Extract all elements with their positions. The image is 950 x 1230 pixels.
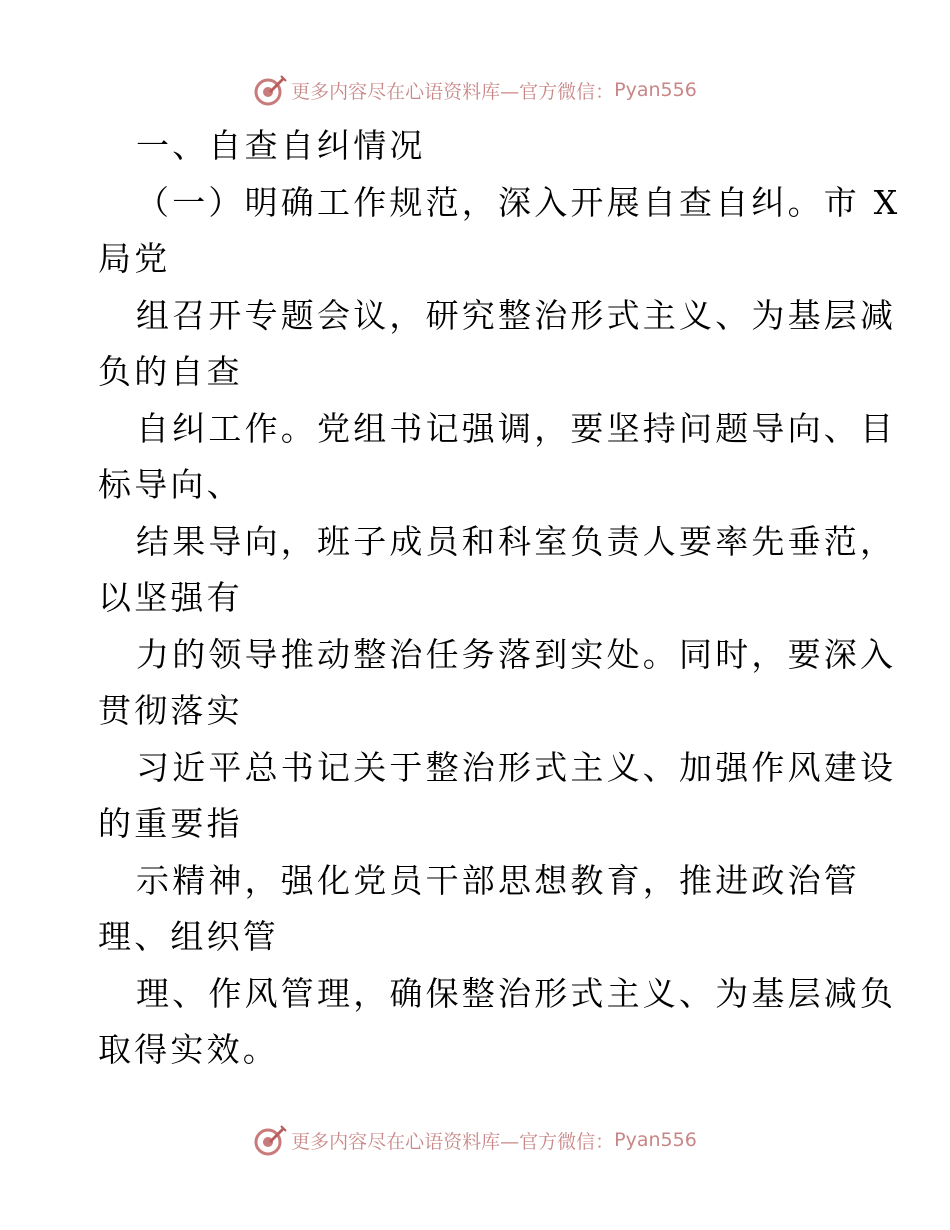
paragraph-line: 理、组织管 <box>98 917 279 956</box>
paragraph-line: 取得实效。 <box>98 1030 279 1069</box>
document-body <box>98 118 901 1079</box>
paragraph-line: 局党 <box>98 239 171 278</box>
paragraph-line: 结果导向，班子成员和科室负责人要率先垂范， <box>136 521 897 561</box>
paragraph-line: 自纠工作。党组书记强调，要坚持问题导向、目 <box>136 408 897 448</box>
footer-watermark <box>0 1120 950 1160</box>
paragraph-line: 示精神，强化党员干部思想教育，推进政治管 <box>136 860 860 900</box>
paragraph-line: （一）明确工作规范，深入开展自查自纠。市 X <box>136 182 901 222</box>
paragraph-line: 贯彻落实 <box>98 691 243 730</box>
paragraph-line: 以坚强有 <box>98 578 243 617</box>
paragraph-line: 的重要指 <box>98 804 243 843</box>
paragraph-line: 组召开专题会议，研究整治形式主义、为基层减 <box>136 295 897 335</box>
paragraph-line: 力的领导推动整治任务落到实处。同时，要深入 <box>136 634 897 674</box>
section-heading: 一、自查自纠情况 <box>136 126 426 165</box>
pen-logo-icon <box>253 1123 287 1157</box>
paragraph-line: 理、作风管理，确保整治形式主义、为基层减负 <box>136 973 897 1013</box>
paragraph-line: 习近平总书记关于整治形式主义、加强作风建设 <box>136 747 897 787</box>
watermark-text: 更多内容尽在心语资料库—官方微信： <box>291 80 615 103</box>
paragraph-line: 标导向、 <box>98 465 243 504</box>
paragraph-line: 负的自查 <box>98 352 243 391</box>
pen-logo-icon <box>253 73 287 107</box>
watermark-handle: Pyan556 <box>614 1129 697 1151</box>
watermark-handle: Pyan556 <box>614 79 697 101</box>
watermark-text: 更多内容尽在心语资料库—官方微信： <box>291 1130 615 1153</box>
header-watermark <box>0 70 950 110</box>
